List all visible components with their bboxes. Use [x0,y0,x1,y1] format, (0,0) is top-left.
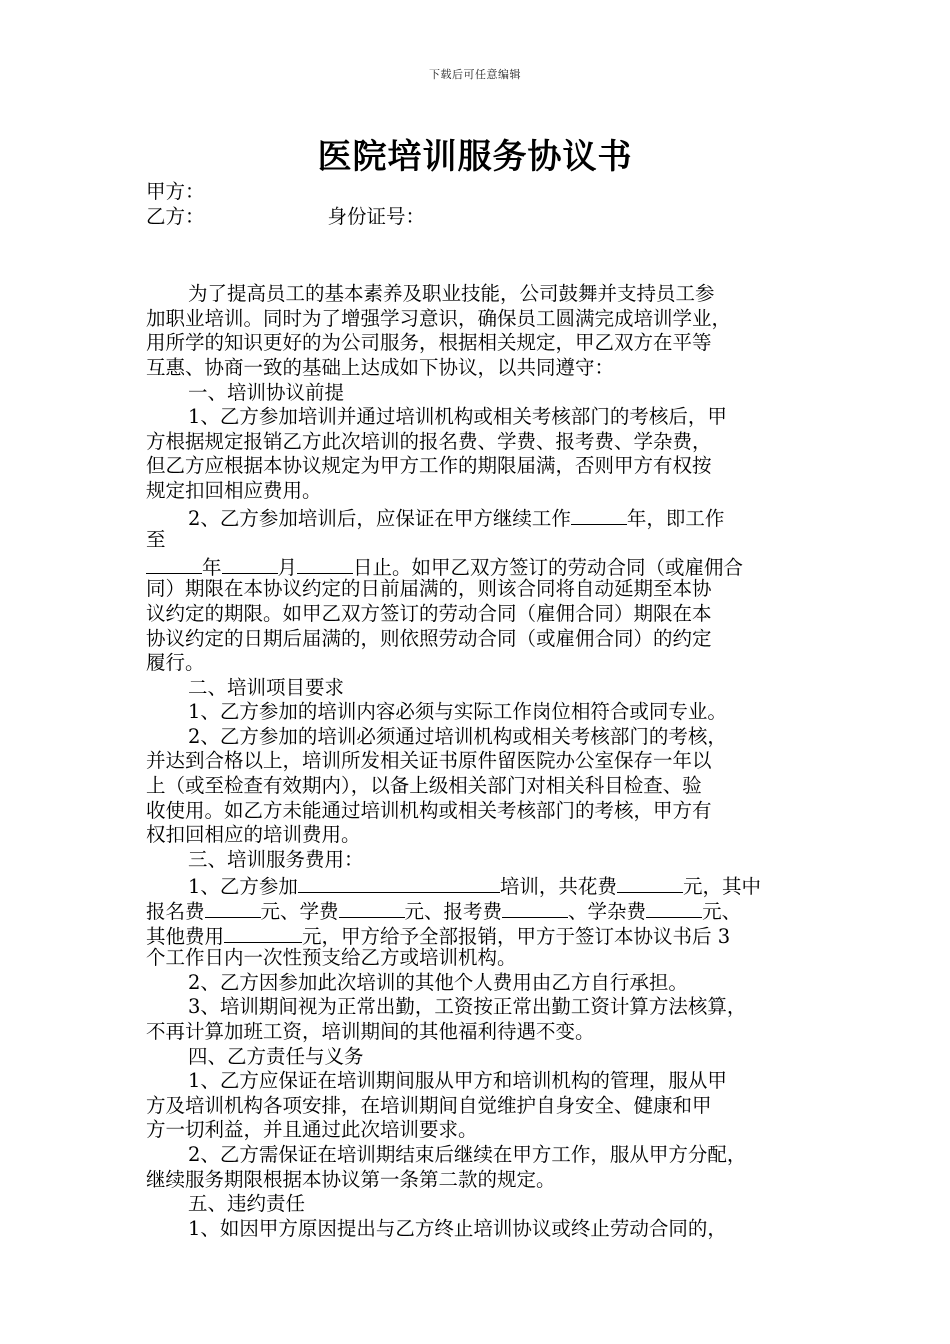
section-heading: 五、违约责任 [188,1192,306,1216]
paragraph-line: 履行。 [146,651,205,675]
paragraph-line: 但乙方应根据本协议规定为甲方工作的期限届满，否则甲方有权按 [146,454,712,478]
paragraph-line: 3、培训期间视为正常出勤，工资按正常出勤工资计算方法核算， [188,995,747,1019]
fill-blank-other-fee [224,922,302,943]
paragraph-line [146,922,818,947]
fill-blank-end-year [146,553,202,574]
paragraph-line: 方根据规定报销乙方此次培训的报名费、学费、报考费、学杂费， [146,429,712,453]
party-a-label: 甲方： [146,180,205,203]
paragraph-line: 并达到合格以上，培训所发相关证书原件留医院办公室保存一年以 [146,749,712,773]
section-heading: 三、培训服务费用： [188,847,364,871]
id-number-label: 身份证号： [327,204,426,228]
text-segment: 2、乙方参加培训后，应保证在甲方继续工作 [188,506,571,530]
paragraph-line: 不再计算加班工资，培训期间的其他福利待遇不变。 [146,1020,595,1043]
paragraph-line: 用所学的知识更好的为公司服务，根据相关规定，甲乙双方在平等 [146,331,712,355]
paragraph-line: 上（或至检查有效期内），以备上级相关部门对相关科目检查、验 [146,774,702,798]
text-segment: 年，即工作 [626,506,725,530]
paragraph-line: 议约定的期限。如甲乙双方签订的劳动合同（雇佣合同）期限在本 [146,601,712,625]
text-segment: 元，甲方给予全部报销，甲方于签订本协议书后 3 [302,924,731,948]
text-segment: 元、报考费 [404,900,503,924]
fill-blank-training-name [298,872,500,893]
text-segment: 其他费用 [146,924,225,948]
paragraph-line: 继续服务期限根据本协议第一条第二款的规定。 [146,1167,556,1191]
fill-blank-registration-fee [205,897,261,918]
paragraph-line: 规定扣回相应费用。 [146,478,322,502]
text-segment: 元、 [702,900,742,924]
text-segment: 、学杂费 [568,900,647,924]
paragraph-line [146,872,818,897]
fill-blank-years [571,504,627,525]
text-segment: 月 [277,555,298,579]
party-b-line [146,205,818,230]
party-a-line [146,180,818,205]
document-body [146,180,818,1241]
fill-blank-tuition [339,897,405,918]
document-title: 医院培训服务协议书 [317,137,633,177]
paragraph-line: 权扣回相应的培训费用。 [146,823,361,847]
paragraph-line: 互惠、协商一致的基础上达成如下协议，以共同遵守： [146,355,615,379]
text-segment: 报名费 [146,900,205,924]
section-heading: 四、乙方责任与义务 [188,1044,364,1068]
paragraph-line: 2、乙方参加的培训必须通过培训机构或相关考核部门的考核， [188,724,727,748]
fill-blank-end-day [297,553,353,574]
fill-blank-end-month [222,553,278,574]
text-segment: 元、学费 [260,900,339,924]
paragraph-line [146,897,818,922]
paragraph-line: 1、乙方应保证在培训期间服从甲方和培训机构的管理，服从甲 [188,1069,727,1093]
paragraph-line: 方一切利益，并且通过此次培训要求。 [146,1118,478,1142]
paragraph-line: 方及培训机构各项安排，在培训期间自觉维护自身安全、健康和甲 [146,1093,712,1117]
fill-blank-total-cost [617,872,683,893]
paragraph-line: 2、乙方因参加此次培训的其他个人费用由乙方自行承担。 [188,970,688,994]
section-heading: 二、培训项目要求 [188,675,345,699]
paragraph-line [146,553,818,578]
paragraph-line: 同）期限在本协议约定的日前届满的，则该合同将自动延期至本协 [146,577,712,601]
text-segment: 日止。如甲乙双方签订的劳动合同（或雇佣合 [353,555,744,579]
paragraph-line: 2、乙方需保证在培训期结束后继续在甲方工作，服从甲方分配， [188,1142,747,1166]
fill-blank-misc-fee [646,897,702,918]
text-segment: 培训，共花费 [499,875,617,899]
text-segment: 元，其中 [682,875,761,899]
text-segment: 年 [202,555,222,579]
section-heading: 一、培训协议前提 [188,380,345,404]
paragraph-line: 至 [146,528,166,552]
paragraph-line: 个工作日内一次性预支给乙方或培训机构。 [146,946,517,970]
paragraph-line: 1、如因甲方原因提出与乙方终止培训协议或终止劳动合同的， [188,1216,727,1240]
fill-blank-exam-fee [502,897,568,918]
party-b-label: 乙方： [146,204,205,228]
paragraph-line: 收使用。如乙方未能通过培训机构或相关考核部门的考核，甲方有 [146,798,712,822]
paragraph-line: 协议约定的日期后届满的，则依照劳动合同（或雇佣合同）的约定 [146,626,712,650]
text-segment: 1、乙方参加 [188,875,298,899]
paragraph-line: 为了提高员工的基本素养及职业技能，公司鼓舞并支持员工参 [188,282,715,306]
paragraph-line: 1、乙方参加的培训内容必须与实际工作岗位相符合或同专业。 [188,700,727,724]
paragraph-line: 加职业培训。同时为了增强学习意识，确保员工圆满完成培训学业， [146,306,732,330]
paragraph-line [146,504,818,529]
header-note: 下载后可任意编辑 [429,68,521,81]
paragraph-line: 1、乙方参加培训并通过培训机构或相关考核部门的考核后，甲 [188,405,727,429]
